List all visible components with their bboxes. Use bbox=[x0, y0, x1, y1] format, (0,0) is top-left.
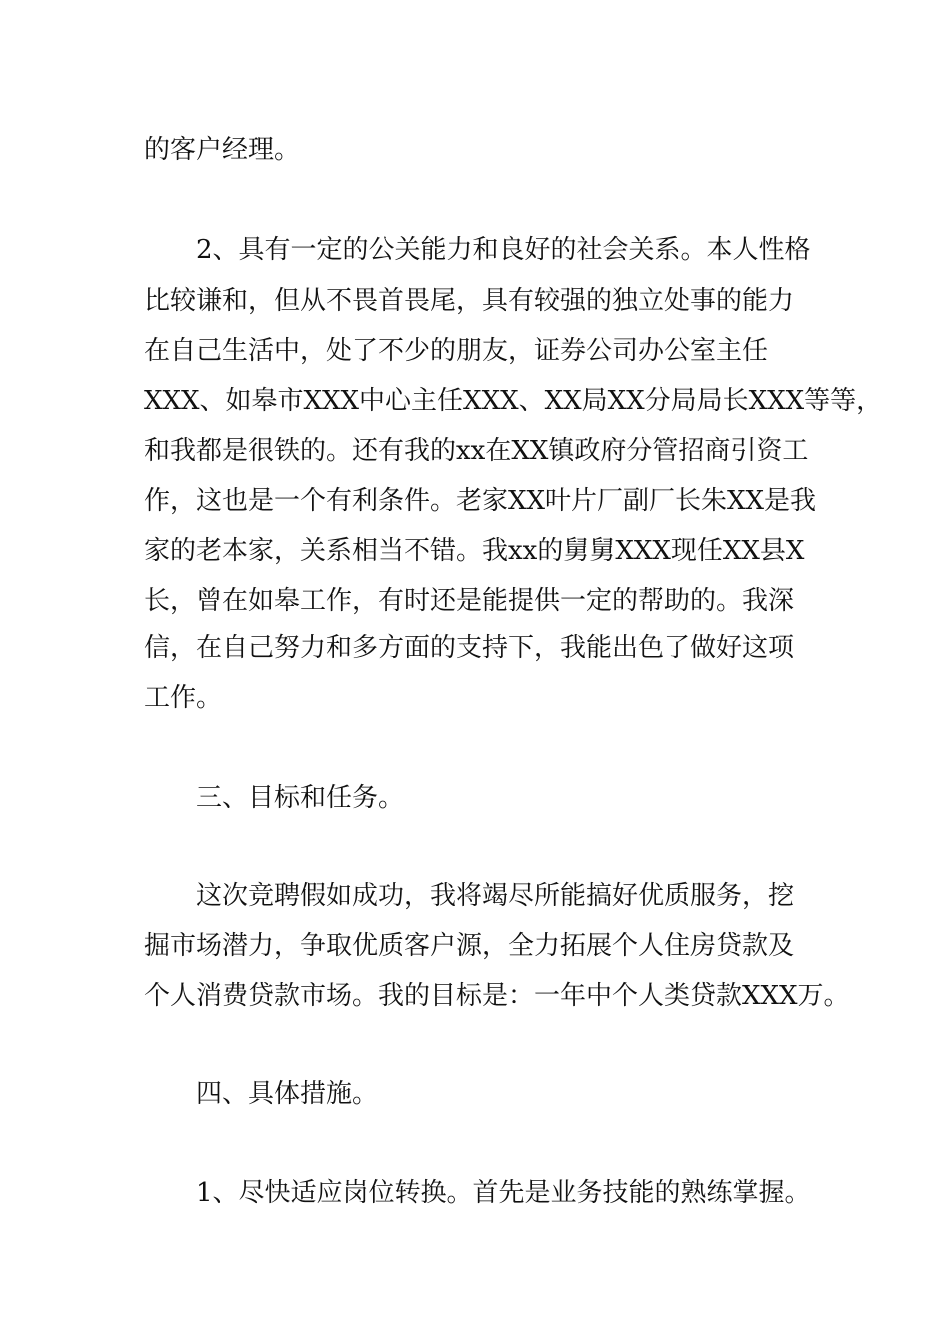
paragraph-2-line-7: 家的老本家，关系相当不错。我xx的舅舅XXX现任XX县X bbox=[144, 536, 805, 566]
paragraph-tail-line: 的客户经理。 bbox=[144, 135, 301, 165]
paragraph-2-line-4: XXX、如皋市XXX中心主任XXX、XX局XX分局局长XXX等等， bbox=[144, 386, 883, 416]
paragraph-2-line-3: 在自己生活中，处了不少的朋友，证券公司办公室主任 bbox=[144, 336, 769, 366]
paragraph-2-line-2: 比较谦和，但从不畏首畏尾，具有较强的独立处事的能力 bbox=[144, 286, 795, 316]
paragraph-2-line-1: 2、具有一定的公关能力和良好的社会关系。本人性格 bbox=[196, 235, 811, 265]
paragraph-2-line-6: 作，这也是一个有利条件。老家XX叶片厂副厂长朱XX是我 bbox=[144, 486, 817, 516]
goal-paragraph-line-1: 这次竞聘假如成功，我将竭尽所能搞好优质服务，挖 bbox=[196, 881, 795, 911]
goal-paragraph-line-3: 个人消费贷款市场。我的目标是：一年中个人类贷款XXX万。 bbox=[144, 981, 850, 1011]
section-heading-measures: 四、具体措施。 bbox=[196, 1079, 379, 1109]
paragraph-2-line-8: 长，曾在如皋工作，有时还是能提供一定的帮助的。我深 bbox=[144, 586, 795, 616]
paragraph-2-line-10: 工作。 bbox=[144, 683, 223, 713]
paragraph-2-line-5: 和我都是很铁的。还有我的xx在XX镇政府分管招商引资工 bbox=[144, 436, 809, 466]
section-heading-goals: 三、目标和任务。 bbox=[196, 783, 405, 813]
measure-1-line: 1、尽快适应岗位转换。首先是业务技能的熟练掌握。 bbox=[196, 1178, 811, 1208]
goal-paragraph-line-2: 掘市场潜力，争取优质客户源，全力拓展个人住房贷款及 bbox=[144, 931, 795, 961]
paragraph-2-line-9: 信，在自己努力和多方面的支持下，我能出色了做好这项 bbox=[144, 633, 795, 663]
